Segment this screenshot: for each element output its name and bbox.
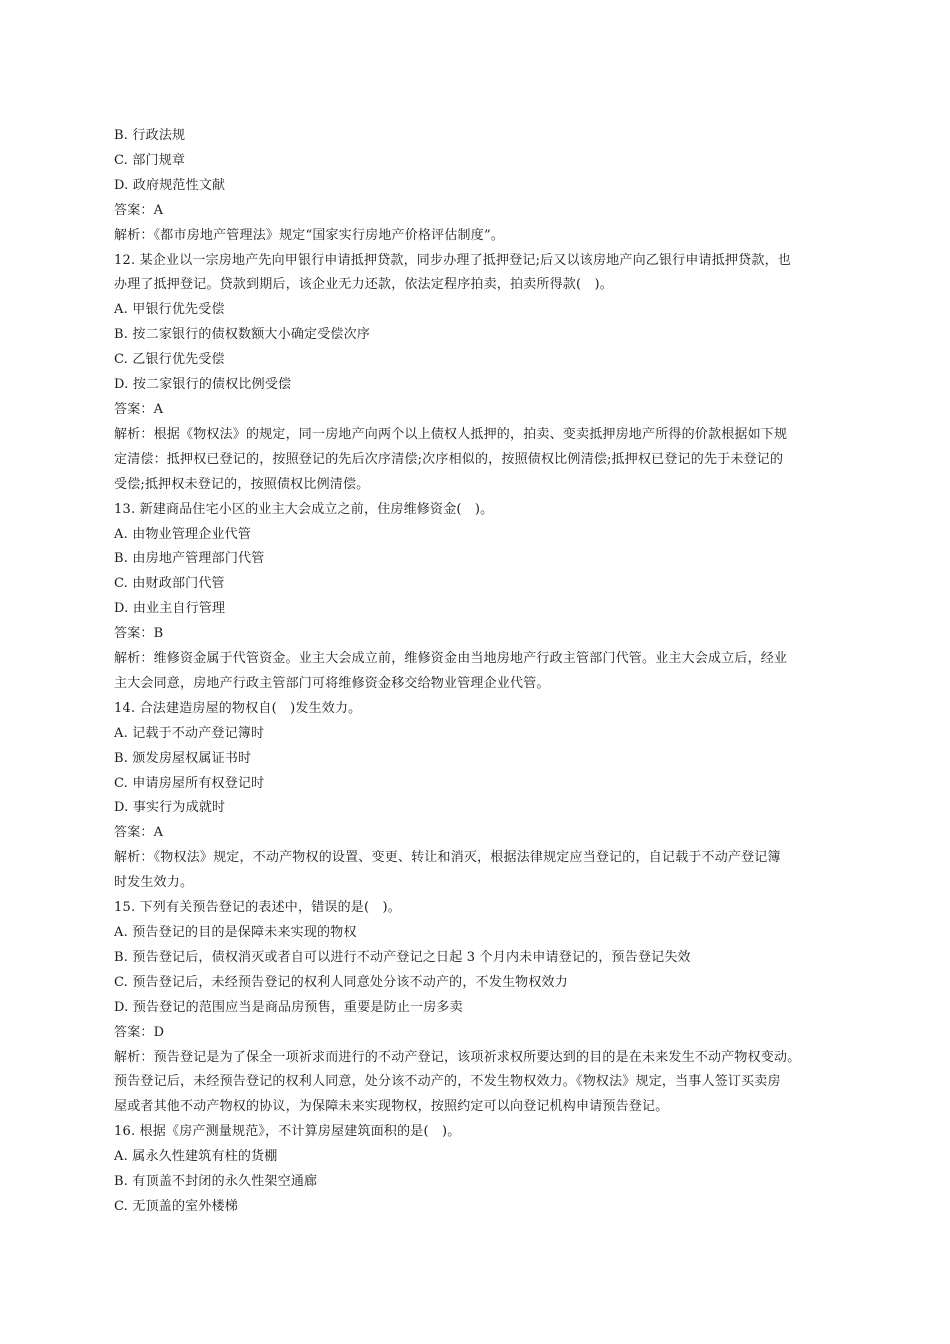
option-b: B. 有顶盖不封闭的永久性架空通廊 bbox=[114, 1174, 318, 1190]
option-d: D. 政府规范性文献 bbox=[114, 177, 226, 193]
option-a: A. 由物业管理企业代管 bbox=[114, 526, 252, 542]
question-14: 14. 合法建造房屋的物权自( )发生效力。 bbox=[114, 700, 362, 716]
question-13: 13. 新建商品住宅小区的业主大会成立之前，住房维修资金( )。 bbox=[114, 501, 494, 517]
option-a: A. 预告登记的目的是保障未来实现的物权 bbox=[114, 925, 357, 940]
option-c: C. 无顶盖的室外楼梯 bbox=[114, 1198, 238, 1214]
explanation-cont: 预告登记后，未经预告登记的权利人同意，处分该不动产的，不发生物权效力。《物权法》规定，当事人签订买卖房 bbox=[114, 1074, 781, 1090]
explanation-cont: 受偿;抵押权未登记的，按照债权比例清偿。 bbox=[114, 476, 370, 492]
option-d: D. 预告登记的范围应当是商品房预售，重要是防止一房多卖 bbox=[114, 999, 463, 1015]
option-d: D. 事实行为成就时 bbox=[114, 800, 226, 816]
option-c: C. 乙银行优先受偿 bbox=[114, 352, 225, 368]
explanation: 解析：维修资金属于代管资金。业主大会成立前，维修资金由当地房地产行政主管部门代管。业主大会成立后，经业 bbox=[114, 651, 788, 667]
option-b: B. 行政法规 bbox=[114, 128, 186, 143]
option-b: B. 预告登记后，债权消灭或者自可以进行不动产登记之日起 3 个月内未申请登记的，预告登记失效 bbox=[114, 949, 691, 965]
option-b: B. 按二家银行的债权数额大小确定受偿次序 bbox=[114, 327, 371, 343]
explanation: 解析：《物权法》规定，不动产物权的设置、变更、转让和消灭，根据法律规定应当登记的，自记载于不动产登记簿 bbox=[114, 850, 781, 866]
option-d: D. 按二家银行的债权比例受偿 bbox=[114, 377, 292, 393]
question-12: 12. 某企业以一宗房地产先向甲银行申请抵押贷款，同步办理了抵押登记;后又以该房地产向乙银行申请抵押贷款，也 bbox=[114, 252, 791, 268]
question-12-cont: 办理了抵押登记。贷款到期后，该企业无力还款，依法定程序拍卖，拍卖所得款( )。 bbox=[114, 277, 613, 293]
answer: 答案：B bbox=[114, 626, 164, 642]
explanation: 解析：预告登记是为了保全一项祈求而进行的不动产登记，该项祈求权所要达到的目的是在未来发生不动产物权变动。 bbox=[114, 1049, 801, 1065]
option-a: A. 甲银行优先受偿 bbox=[114, 302, 225, 318]
explanation-cont: 屋或者其他不动产物权的协议，为保障未来实现物权，按照约定可以向登记机构申请预告登记。 bbox=[114, 1099, 669, 1115]
option-b: B. 由房地产管理部门代管 bbox=[114, 551, 265, 567]
option-c: C. 申请房屋所有权登记时 bbox=[114, 775, 265, 791]
answer: 答案：A bbox=[114, 401, 164, 417]
explanation: 解析：根据《物权法》的规定，同一房地产向两个以上债权人抵押的，拍卖、变卖抵押房地产所得的价款根据如下规 bbox=[114, 426, 788, 442]
question-16: 16. 根据《房产测量规范》，不计算房屋建筑面积的是( )。 bbox=[114, 1124, 461, 1140]
explanation: 解析：《都市房地产管理法》规定“国家实行房地产价格评估制度”。 bbox=[114, 227, 504, 243]
document-body bbox=[114, 124, 854, 1220]
explanation-cont: 定清偿：抵押权已登记的，按照登记的先后次序清偿;次序相似的，按照债权比例清偿;抵押权已登记的先于未登记的 bbox=[114, 451, 784, 467]
option-c: C. 预告登记后，未经预告登记的权利人同意处分该不动产的，不发生物权效力 bbox=[114, 974, 568, 990]
question-15: 15. 下列有关预告登记的表述中，错误的是( )。 bbox=[114, 900, 401, 916]
option-d: D. 由业主自行管理 bbox=[114, 601, 226, 617]
answer: 答案：A bbox=[114, 825, 164, 841]
option-c: C. 由财政部门代管 bbox=[114, 576, 225, 592]
option-a: A. 属永久性建筑有柱的货棚 bbox=[114, 1149, 278, 1165]
explanation-cont: 主大会同意，房地产行政主管部门可将维修资金移交给物业管理企业代管。 bbox=[114, 675, 550, 691]
option-b: B. 颁发房屋权属证书时 bbox=[114, 750, 252, 766]
option-c: C. 部门规章 bbox=[114, 152, 186, 168]
answer: 答案：A bbox=[114, 202, 164, 218]
answer: 答案：D bbox=[114, 1024, 165, 1040]
option-a: A. 记载于不动产登记簿时 bbox=[114, 725, 265, 741]
explanation-cont: 时发生效力。 bbox=[114, 875, 194, 891]
